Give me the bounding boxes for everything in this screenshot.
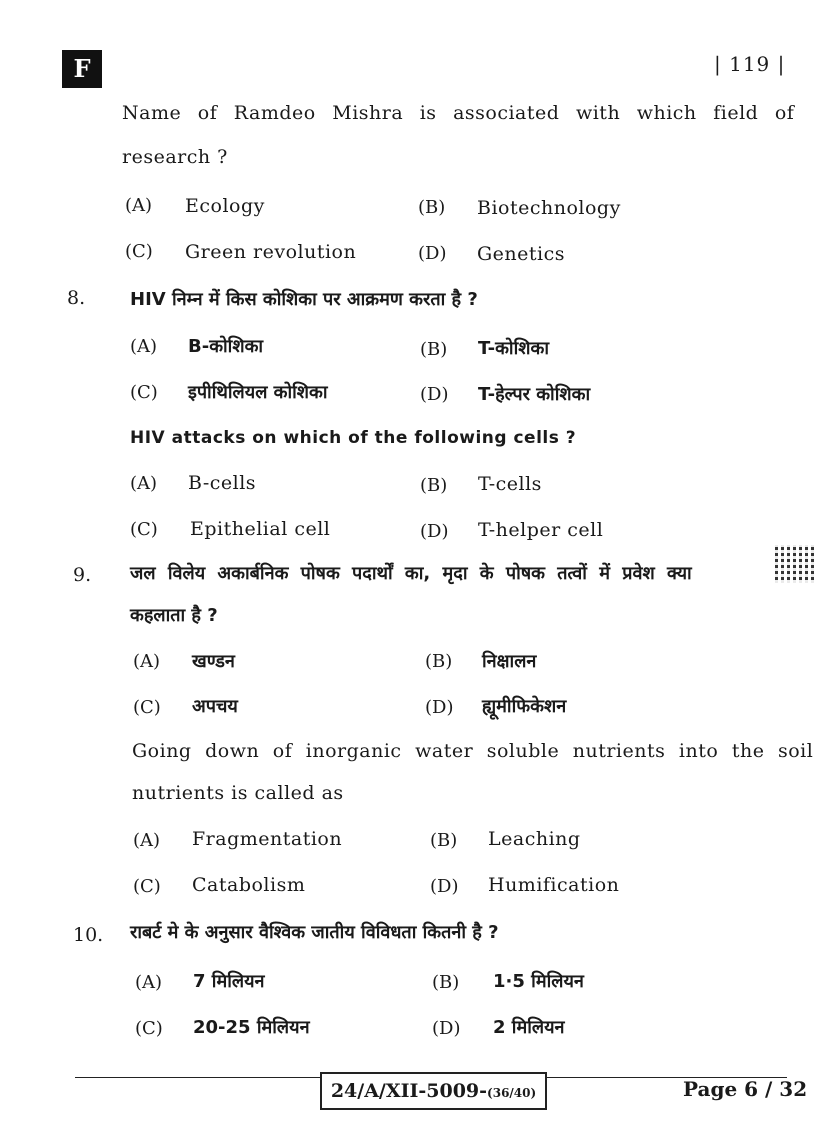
q8-en-option-d: T-helper cell [478, 519, 604, 541]
q10-number: 10. [73, 924, 104, 946]
q9-en-option-a: Fragmentation [192, 828, 343, 850]
q8-hi-option-d: T-हेल्पर कोशिका [478, 384, 591, 405]
q9-en-option-b: Leaching [488, 828, 581, 850]
q10-option-c: 20-25 मिलियन [193, 1017, 310, 1038]
q7-option-d-label: (D) [418, 243, 447, 264]
q7-option-c: Green revolution [185, 241, 357, 263]
q7-text-line1: Name of Ramdeo Mishra is associated with which field of [122, 102, 795, 124]
q8-number: 8. [67, 287, 86, 309]
q8-hi-option-a-label: (A) [130, 336, 158, 357]
q9-hi-option-a: खण्डन [192, 651, 235, 672]
q8-hi-option-b: T-कोशिका [478, 338, 549, 359]
q7-text-line2: research ? [122, 146, 228, 168]
q9-hi-option-b: निक्षालन [482, 651, 537, 672]
q8-question-hindi: HIV निम्न में किस कोशिका पर आक्रमण करता है ? [130, 289, 478, 310]
q8-en-option-a-label: (A) [130, 473, 158, 494]
q9-hi-option-d: ह्यूमीफिकेशन [482, 696, 567, 717]
q9-hi-option-c-label: (C) [133, 697, 161, 718]
q8-en-option-d-label: (D) [420, 521, 449, 542]
q8-hi-option-a: B-कोशिका [188, 336, 264, 357]
q9-hi-option-a-label: (A) [133, 651, 161, 672]
q7-option-d: Genetics [477, 243, 566, 265]
q7-option-b: Biotechnology [477, 197, 621, 219]
q7-option-a-label: (A) [125, 195, 153, 216]
q9-en-option-b-label: (B) [430, 830, 458, 851]
page-number: | 119 | [714, 52, 786, 76]
footer-page-number: Page 6 / 32 [683, 1077, 808, 1101]
q9-hi-option-d-label: (D) [425, 697, 454, 718]
q10-option-a-label: (A) [135, 972, 163, 993]
q8-hi-option-c: इपीथिलियल कोशिका [188, 382, 328, 403]
q8-en-option-a: B-cells [188, 472, 257, 494]
q9-en-option-c-label: (C) [133, 876, 161, 897]
q9-en-option-a-label: (A) [133, 830, 161, 851]
q8-en-option-b-label: (B) [420, 475, 448, 496]
q8-en-option-c: Epithelial cell [190, 518, 331, 540]
q10-option-b-label: (B) [432, 972, 460, 993]
q9-hi-option-c: अपचय [192, 696, 238, 717]
q10-option-b: 1·5 मिलियन [493, 971, 584, 992]
q9-question-hindi-line1: जल विलेय अकार्बनिक पोषक पदार्थों का, मृदा के पोषक तत्वों में प्रवेश क्या [130, 563, 692, 584]
q9-number: 9. [73, 564, 92, 586]
q10-question-hindi: राबर्ट मे के अनुसार वैश्विक जातीय विविधता कितनी है ? [130, 922, 499, 943]
q8-hi-option-d-label: (D) [420, 384, 449, 405]
q8-hi-option-c-label: (C) [130, 382, 158, 403]
q9-question-hindi-line2: कहलाता है ? [130, 605, 218, 626]
q8-en-option-c-label: (C) [130, 519, 158, 540]
q10-option-a: 7 मिलियन [193, 971, 265, 992]
q9-hi-option-b-label: (B) [425, 651, 453, 672]
q7-option-c-label: (C) [125, 241, 153, 262]
q9-en-option-c: Catabolism [192, 874, 306, 896]
q10-option-d-label: (D) [432, 1018, 461, 1039]
q10-option-c-label: (C) [135, 1018, 163, 1039]
q7-option-a: Ecology [185, 195, 265, 217]
q7-option-b-label: (B) [418, 197, 446, 218]
q9-question-english-line1: Going down of inorganic water soluble nutrients into the soil [132, 740, 814, 762]
q9-en-option-d-label: (D) [430, 876, 459, 897]
paper-code-box [320, 1072, 547, 1110]
q9-question-english-line2: nutrients is called as [132, 782, 344, 804]
q8-question-english: HIV attacks on which of the following cells ? [130, 428, 577, 448]
paper-set-badge: F [62, 50, 102, 88]
q8-en-option-b: T-cells [478, 473, 542, 495]
q10-option-d: 2 मिलियन [493, 1017, 565, 1038]
paper-code-small: (36/40) [487, 1086, 537, 1100]
q9-en-option-d: Humification [488, 874, 620, 896]
qr-code-icon [775, 545, 815, 583]
paper-code: 24/A/XII-5009- [330, 1080, 488, 1102]
q8-hi-option-b-label: (B) [420, 339, 448, 360]
